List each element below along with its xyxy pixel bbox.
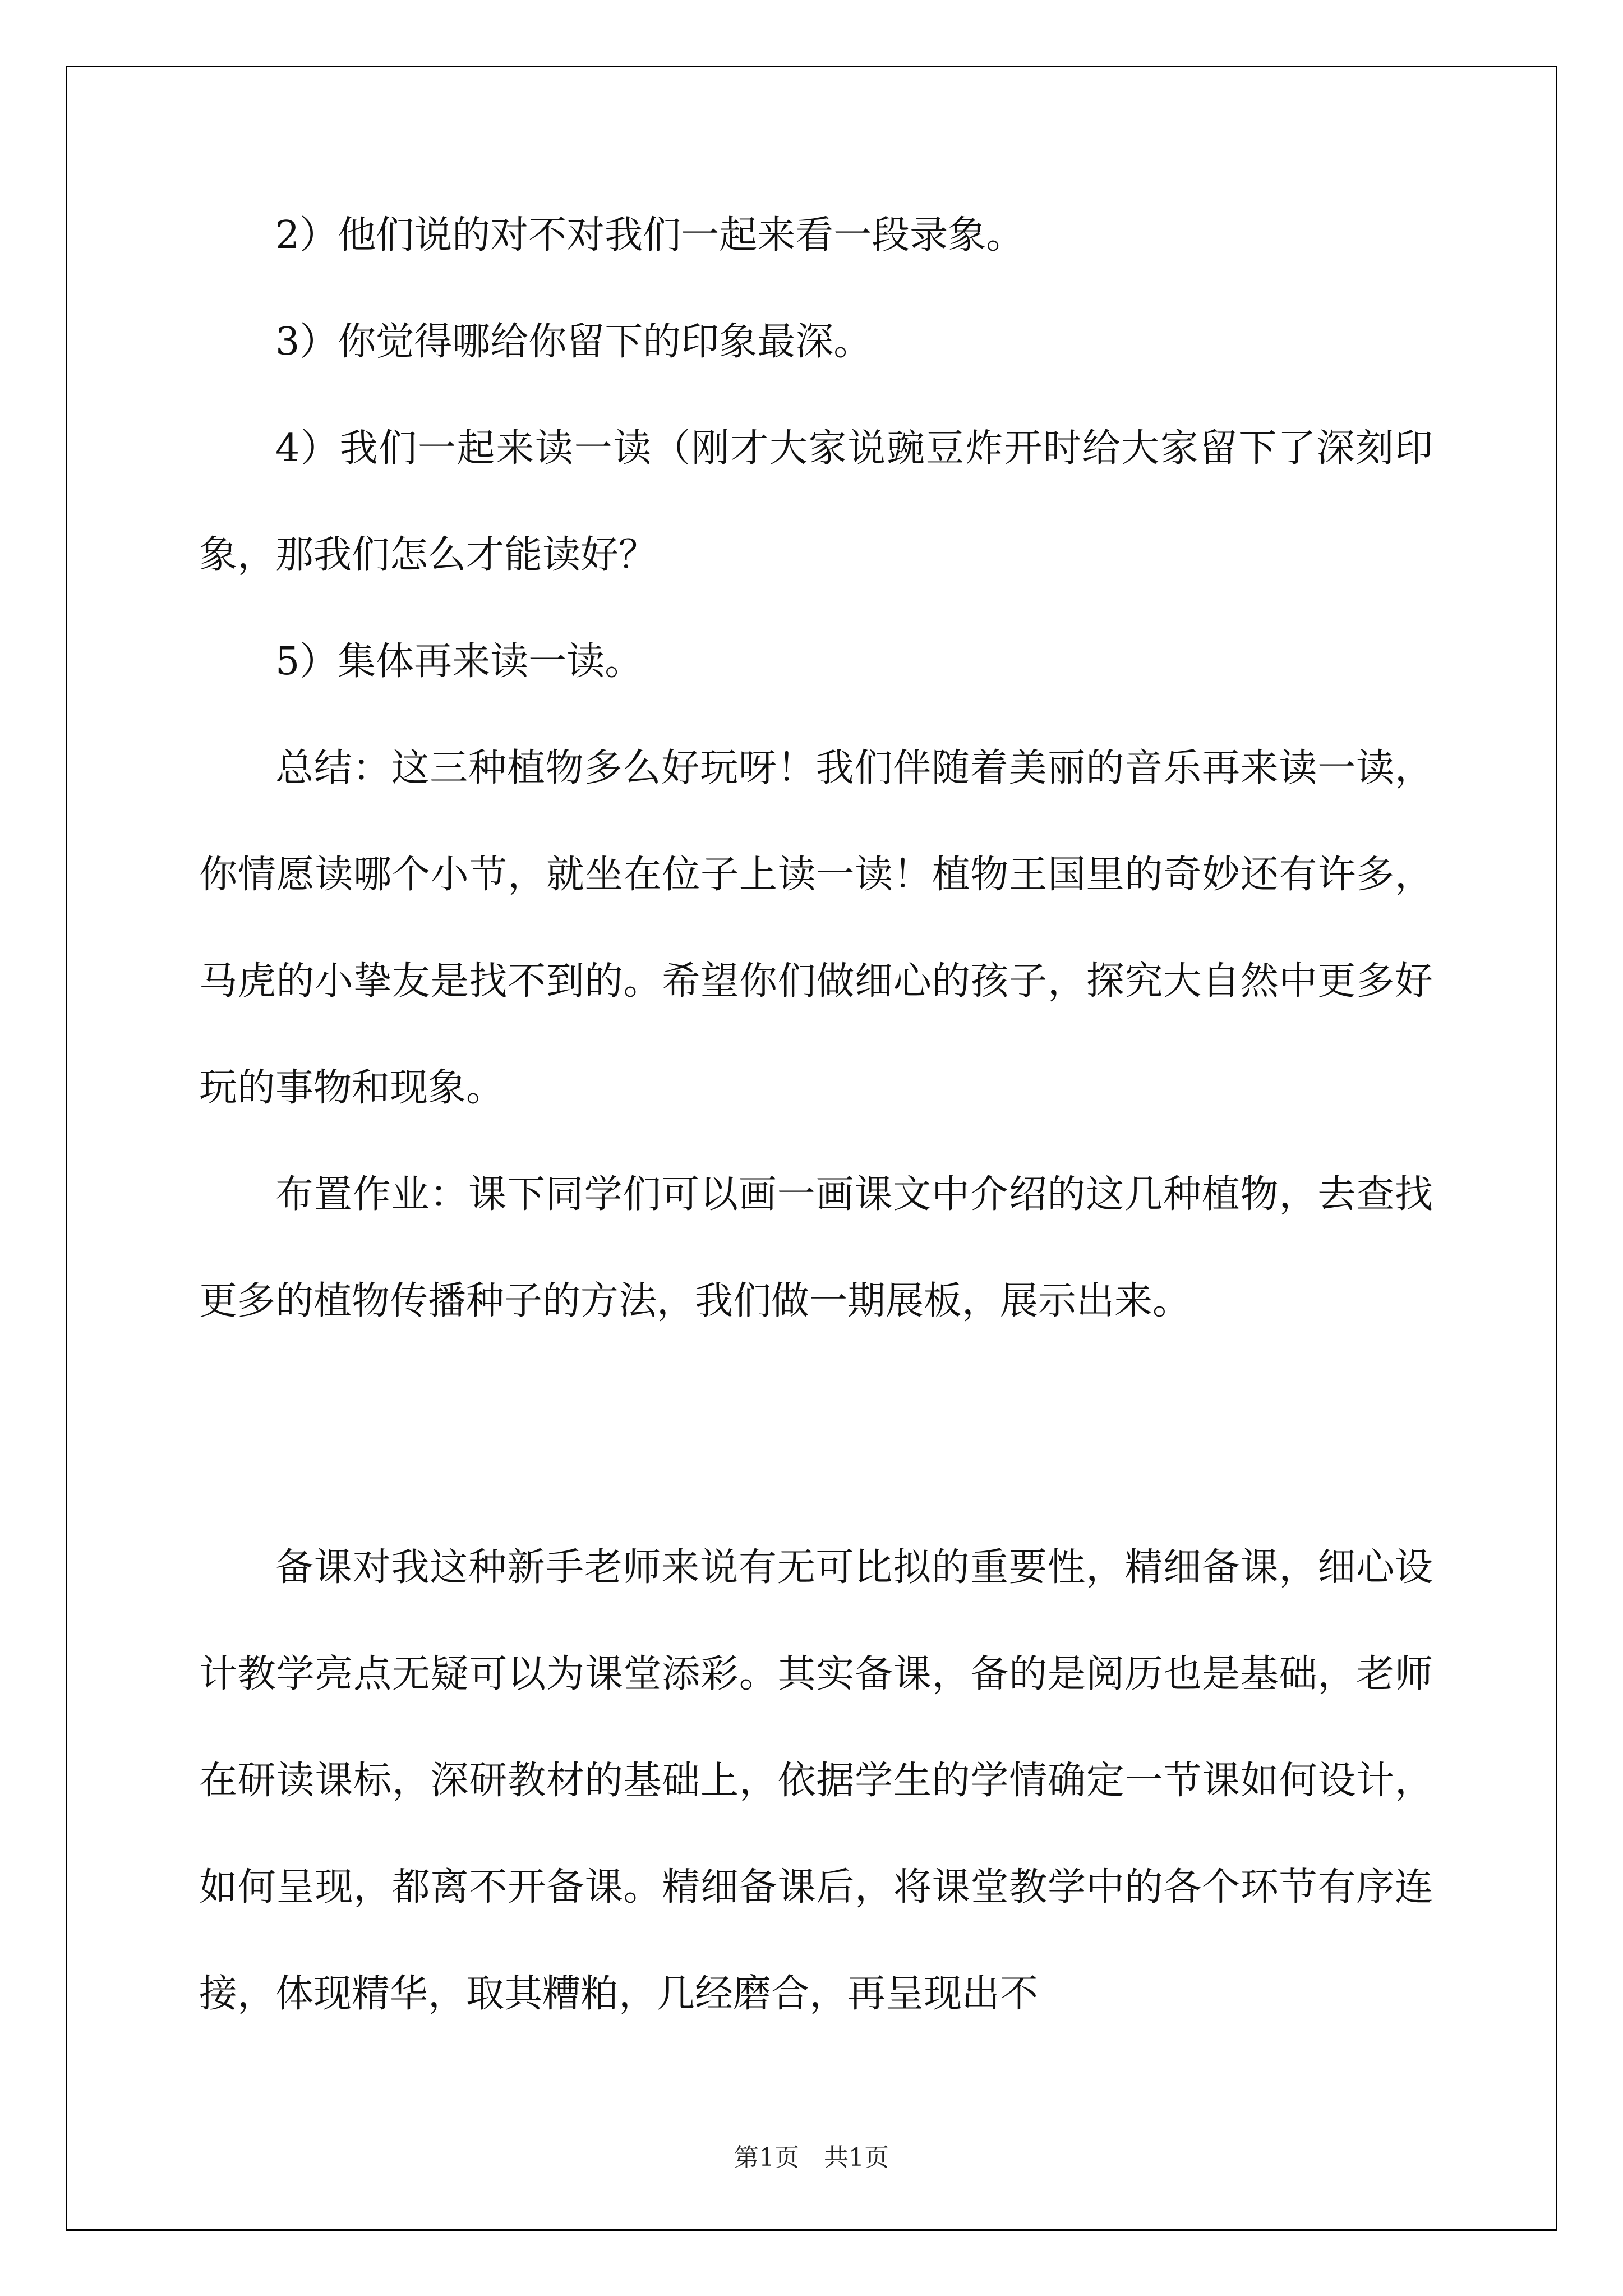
paragraph-reflection: 备课对我这种新手老师来说有无可比拟的重要性，精细备课，细心设计教学亮点无疑可以为课堂添彩。其实备课，备的是阅历也是基础，老师在研读课标，深研教材的基础上，依据学生的学情确定一节课如何设计，如何呈现，都离不开备课。精细备课后，将课堂教学中的各个环节有序连接，体现精华，取其糟粕，几经磨合，再呈现出不 <box>199 1545 1433 2016</box>
paragraph-step-2: 2）他们说的对不对我们一起来看一段录象。 <box>275 213 1025 257</box>
paragraph-step-4: 4）我们一起来读一读（刚才大家说豌豆炸开时给大家留下了深刻印象，那我们怎么才能读好？ <box>199 426 1433 577</box>
page-footer: 第1页 共1页 <box>734 2143 889 2172</box>
paragraph-step-3: 3）你觉得哪给你留下的印象最深。 <box>275 320 872 364</box>
paragraph-summary: 总结：这三种植物多么好玩呀！我们伴随着美丽的音乐再来读一读，你情愿读哪个小节，就坐在位子上读一读！植物王国里的奇妙还有许多，马虎的小挚友是找不到的。希望你们做细心的孩子，探究大自然中更多好玩的事物和现象。 <box>199 746 1433 1110</box>
paragraph-step-5: 5）集体再来读一读。 <box>275 639 643 684</box>
paragraph-homework: 布置作业：课下同学们可以画一画课文中介绍的这几种植物，去查找更多的植物传播种子的方法，我们做一期展板，展示出来。 <box>199 1172 1433 1323</box>
